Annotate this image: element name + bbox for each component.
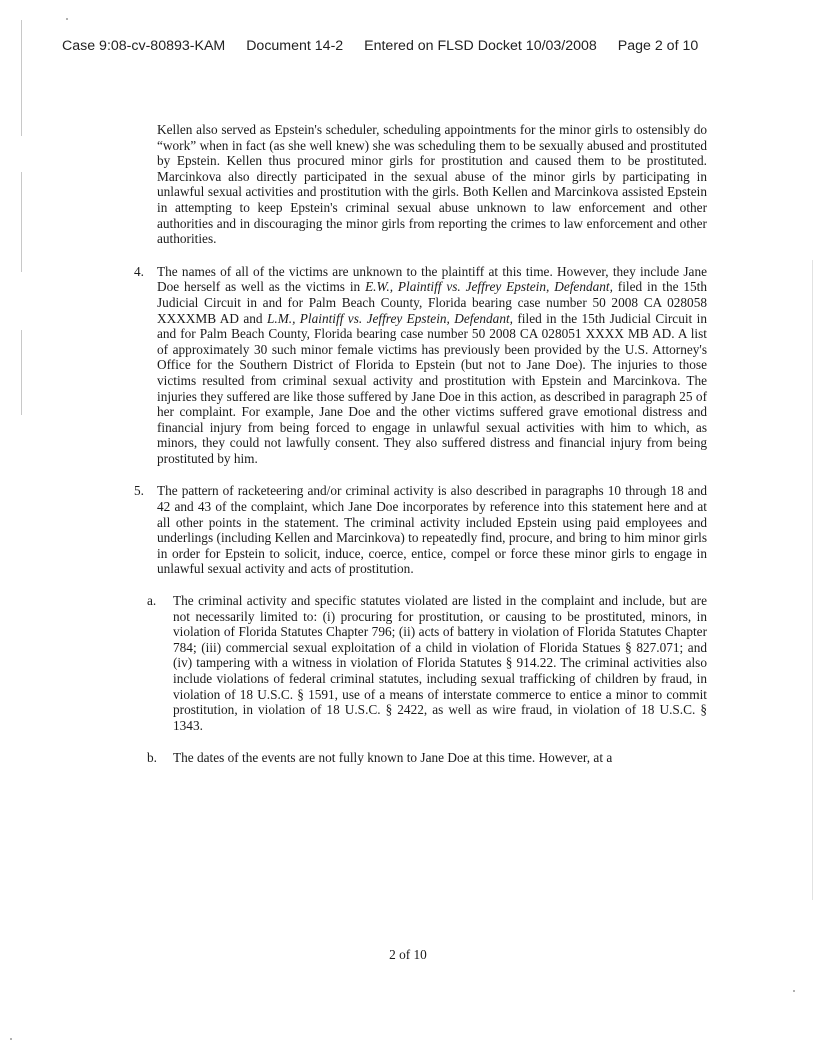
subparagraph-text: The criminal activity and specific statutes violated are listed in the complaint and include, but are not necessarily limited to: (i) procuring for prostitution, or causing to be prostituted, minors, in violation of Florida Statutes Chapter 796; (ii) acts of battery in violation of Florida Statutes Chapter 784; (iii) commercial sexual exploitation of a child in violation of Florida Statues § 827.071; and (iv) tampering with a witness in violation of Florida Statutes § 914.22. The criminal activities also include violations of federal criminal statutes, including sexual trafficking of children by fraud, in violation of 18 U.S.C. § 1591, use of a means of interstate commerce to entice a minor to commit prostitution, in violation of 18 U.S.C. § 2422, as well as wire fraud, in violation of 18 U.S.C. § 1343. <box>173 593 707 733</box>
page-number: 2 of 10 <box>389 947 427 962</box>
case-caption-italic: L.M., Plaintiff vs. Jeffrey Epstein, Defendant, <box>266 310 513 326</box>
text-segment: The names of all of the victims are unknown to the plaintiff at this time. However, they include Jane Doe herself as well as the victims in <box>157 263 707 295</box>
paragraph-number: 5. <box>134 483 144 499</box>
docket-header <box>62 38 762 54</box>
page-indicator: Page 2 of 10 <box>617 38 699 54</box>
case-number: Case 9:08-cv-80893-KAM <box>62 38 226 54</box>
subparagraph-5b <box>147 750 707 766</box>
scan-margin-line <box>21 20 22 136</box>
subparagraph-letter: b. <box>147 750 157 766</box>
document-number: Document 14-2 <box>246 38 344 54</box>
text-segment: filed in the 15th Judicial Circuit in and for Palm Beach County, Florida bearing case number 50 2008 CA 028051 XXXX MB AD. A list of approximately 30 such minor female victims has previously been provided by the U.S. Attorney's Office for the Southern District of Florida to Epstein (but not to Jane Doe). The injuries to those victims resulted from criminal sexual activity and prostitution with Epstein and Marcinkova. The injuries they suffered are like those suffered by Jane Doe in this action, as described in paragraph 25 of her complaint. For example, Jane Doe and the other victims suffered grave emotional distress and financial injury from being forced to engage in unlawful sexual activities with him to which, as minors, they could not lawfully consent. They also suffered distress and financial injury from being prostituted by him. <box>157 310 707 466</box>
scan-speck <box>793 990 795 992</box>
subparagraph-letter: a. <box>147 593 157 609</box>
page-footer <box>0 947 816 963</box>
paragraph-text <box>157 264 707 467</box>
case-caption-italic: E.W., Plaintiff vs. Jeffrey Epstein, Defendant, <box>365 279 613 295</box>
paragraph-number: 4. <box>134 263 144 279</box>
numbered-paragraph-4 <box>134 264 707 467</box>
text-segment: filed in the 15th Judicial Circuit in and for Palm Beach County, Florida bearing case number 50 2008 CA 028058 XXXXMB AD and <box>157 279 708 326</box>
continuation-paragraph: Kellen also served as Epstein's scheduler, scheduling appointments for the minor girls to ostensibly do “work” when in fact (as she well knew) she was scheduling them to be sexually abused and prostituted by Epstein. Kellen thus procured minor girls for prostitution and caused them to be prostituted. Marcinkova also directly participated in the sexual abuse of the minor girls by participating in unlawful sexual activities and prostitution with the girls. Both Kellen and Marcinkova assisted Epstein in attempting to keep Epstein's criminal sexual abuse unknown to law enforcement and other authorities and in discouraging the minor girls from reporting the crimes to law enforcement and other authorities. <box>157 122 707 247</box>
docket-entry: Entered on FLSD Docket 10/03/2008 <box>364 38 597 54</box>
subparagraph-text: The dates of the events are not fully known to Jane Doe at this time. However, at a <box>173 750 613 766</box>
paragraph-text: The pattern of racketeering and/or criminal activity is also described in paragraphs 10 through 18 and 42 and 43 of the complaint, which Jane Doe incorporates by reference into this statement here and at all other points in the statement. The criminal activity included Epstein using paid employees and underlings (including Kellen and Marcinkova) to repeatedly find, procure, and bring to him minor girls in order for Epstein to solicit, induce, coerce, entice, compel or force these minor girls to engage in unlawful sexual activity and acts of prostitution. <box>157 483 707 577</box>
scan-speck <box>10 1038 12 1040</box>
numbered-paragraph-5 <box>134 483 707 577</box>
scan-speck <box>66 18 68 20</box>
document-body <box>0 122 816 766</box>
subparagraph-5a <box>147 593 707 733</box>
